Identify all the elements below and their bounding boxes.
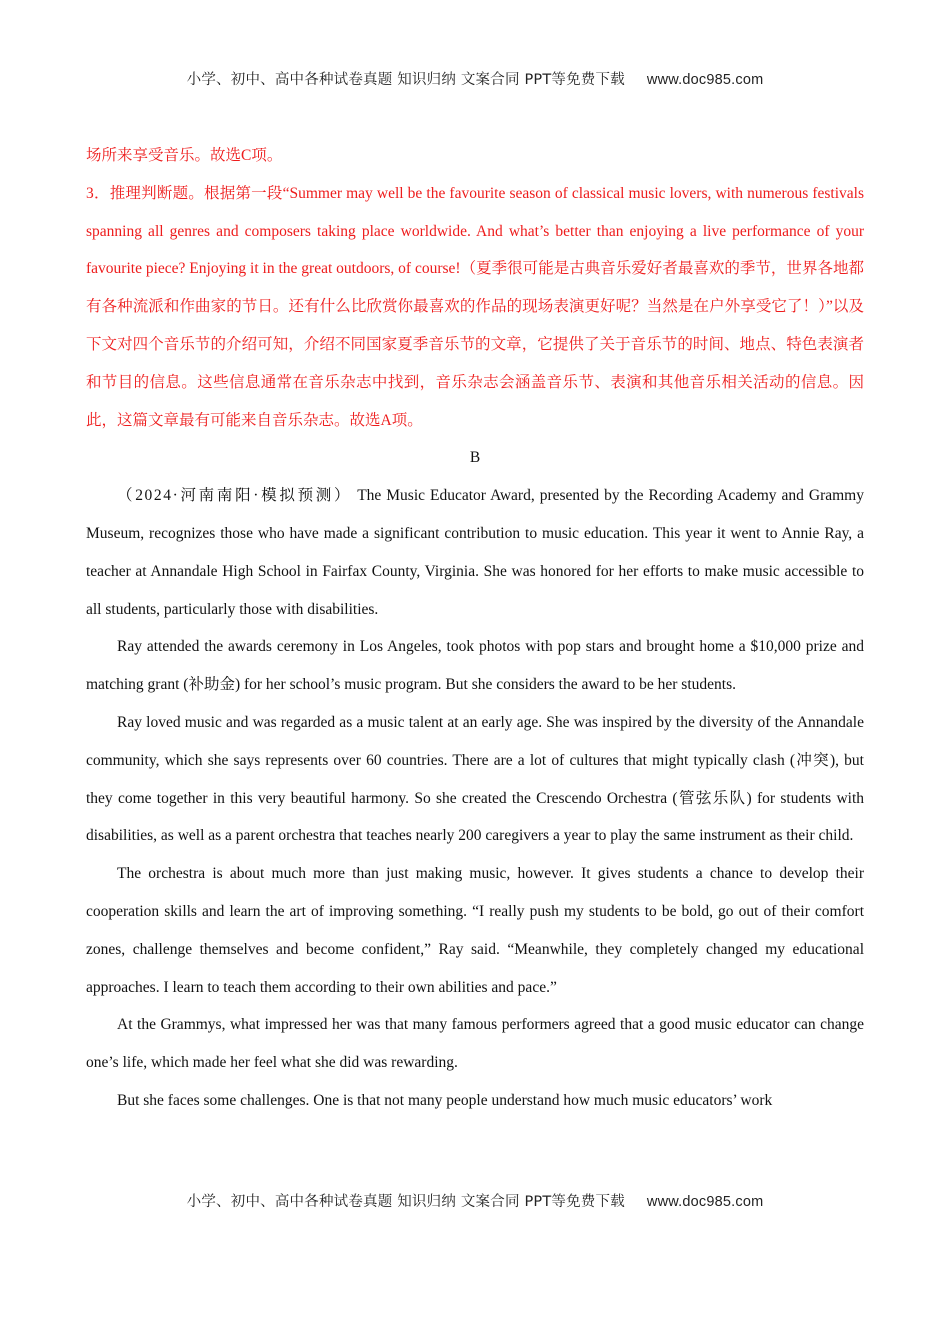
footer-url-link[interactable]: www.doc985.com xyxy=(646,1194,764,1210)
passage-paragraph-4: The orchestra is about much more than just making music, however. It gives students a chance to develop their cooperation skills and learn the art of improving something. “I really push my students to be bold, go out of their comfort zones, challenge themselves and become confident,” Ray said. “Meanwhile, they completely changed my educational approaches. I learn to teach them according to their own abilities and pace.” xyxy=(86,865,864,996)
passage-paragraph-5: At the Grammys, what impressed her was that many famous performers agreed that a good music educator can change one’s life, which made her feel what she did was rewarding. xyxy=(86,1016,864,1072)
passage-paragraph-1-text: The Music Educator Award, presented by the Recording Academy and Grammy Museum, recognizes those who have made a significant contribution to music education. This year it went to Annie Ray, a teacher at Annandale High School in Fairfax County, Virginia. She was honored for her efforts to make music accessible to all students, particularly those with disabilities. xyxy=(86,487,864,618)
passage-paragraph-6: But she faces some challenges. One is that not many people understand how much music educators’ work xyxy=(117,1091,773,1109)
answer-item-3: 3．推理判断题。根据第一段“Summer may well be the favourite season of classical music lovers, with numerous festivals spanning all genres and composers taking place worldwide. And what’s better than enjoying a live performance of your favourite piece? Enjoying it in the great outdoors, of course!（夏季很可能是古典音乐爱好者最喜欢的季节，世界各地都有各种流派和作曲家的节日。还有什么比欣赏你最喜欢的作品的现场表演更好呢？当然是在户外享受它了！）”以及下文对四个音乐节的介绍可知，介绍不同国家夏季音乐节的文章，它提供了关于音乐节的时间、地点、特色表演者和节目的信息。这些信息通常在音乐杂志中找到，音乐杂志会涵盖音乐节、表演和其他音乐相关活动的信息。因此，这篇文章最有可能来自音乐杂志。故选A项。 xyxy=(86,184,864,429)
reading-passage xyxy=(86,477,864,1120)
page-footer xyxy=(0,1190,950,1211)
header-text: 小学、初中、高中各种试卷真题 知识归纳 文案合同 PPT等免费下载 xyxy=(186,72,625,88)
passage-paragraph-2: Ray attended the awards ceremony in Los Angeles, took photos with pop stars and brought home a $10,000 prize and matching grant (补助金) for her school’s music program. But she considers the award to be her students. xyxy=(86,638,864,694)
footer-text: 小学、初中、高中各种试卷真题 知识归纳 文案合同 PPT等免费下载 xyxy=(186,1194,625,1210)
section-label: B xyxy=(469,449,481,467)
header-url-link[interactable]: www.doc985.com xyxy=(646,72,764,88)
passage-source: （2024·河南南阳·模拟预测） xyxy=(117,487,353,505)
page-header xyxy=(0,68,950,89)
answer-line-1: 场所来享受音乐。故选C项。 xyxy=(86,147,283,164)
passage-paragraph-1 xyxy=(86,477,864,628)
document-body xyxy=(86,137,864,1120)
passage-paragraph-3: Ray loved music and was regarded as a music talent at an early age. She was inspired by the diversity of the Annandale community, which she says represents over 60 countries. There are a lot of cultures that might typically clash (冲突), but they come together in this very beautiful harmony. So she created the Crescendo Orchestra (管弦乐队) for students with disabilities, as well as a parent orchestra that teaches nearly 200 caregivers a year to play the same instrument as their child. xyxy=(86,713,864,845)
answer-explanation xyxy=(86,137,864,439)
